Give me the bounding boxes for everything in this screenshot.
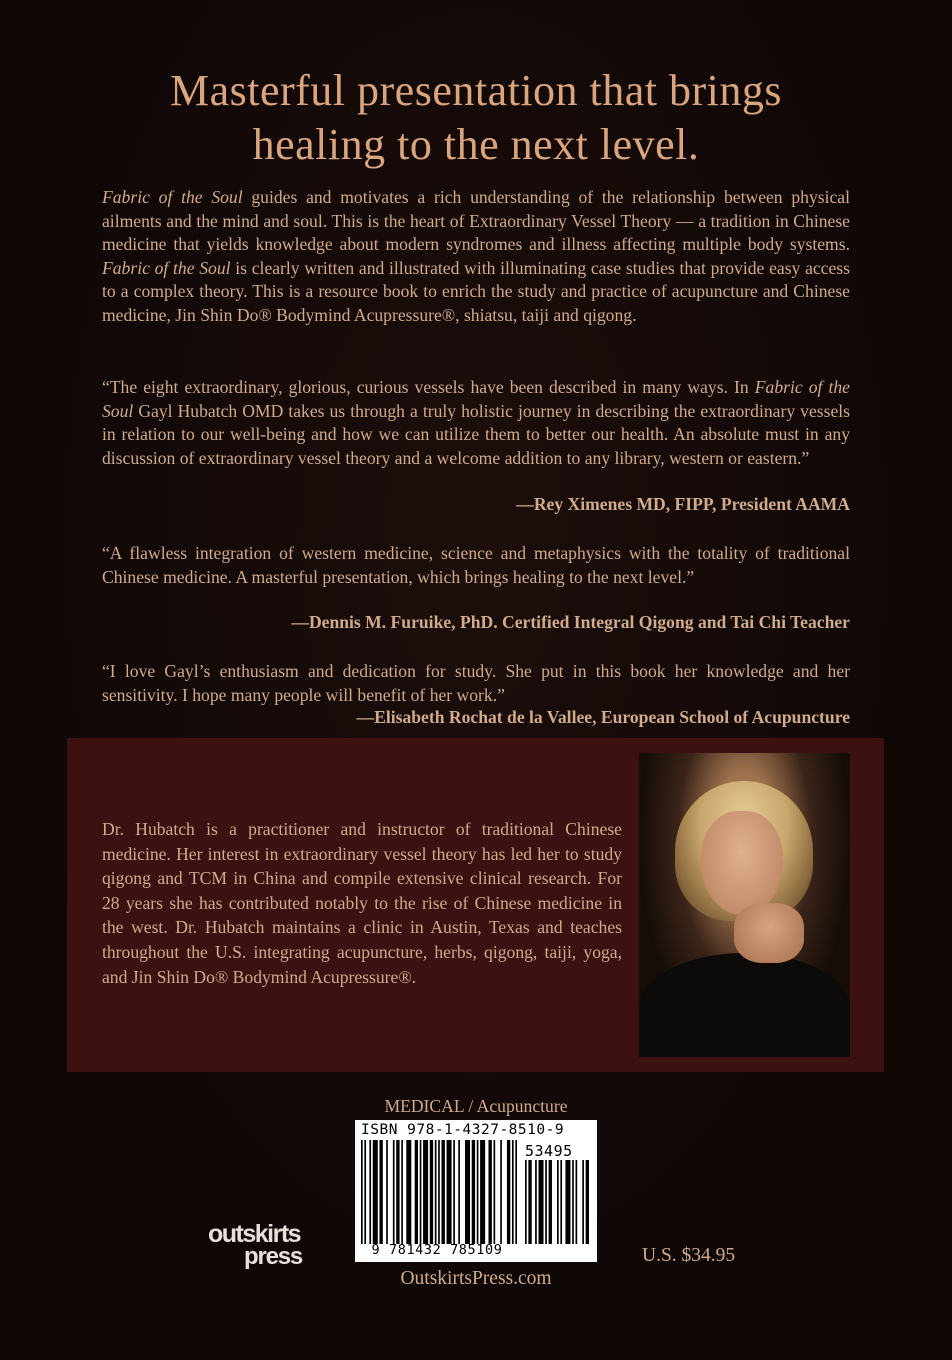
barcode-bar <box>512 1140 514 1244</box>
barcode-bar <box>477 1140 479 1244</box>
barcode-bar <box>369 1140 371 1244</box>
barcode-bar <box>572 1160 574 1244</box>
barcode-bar <box>447 1140 452 1244</box>
barcode-bar <box>386 1140 388 1244</box>
barcode-bar <box>500 1140 502 1244</box>
barcode-bar <box>435 1140 437 1244</box>
barcode-bar <box>465 1140 470 1244</box>
barcode-bar <box>396 1140 399 1244</box>
price-code: 53495 <box>525 1142 573 1160</box>
ean-digits: 9 781432 785109 <box>371 1242 503 1258</box>
publisher-url: OutskirtsPress.com <box>400 1268 552 1289</box>
barcode-bar <box>406 1140 411 1244</box>
book-title-1: Fabric of the Soul <box>102 187 243 207</box>
barcode-bar <box>458 1140 460 1244</box>
barcode-bar <box>373 1140 378 1244</box>
book-category: MEDICAL / Acupuncture <box>384 1096 568 1116</box>
barcode-bar <box>528 1160 531 1244</box>
endorsement-attribution-1: —Rey Ximenes MD, FIPP, President AAMA <box>516 494 850 514</box>
endorsement-quote-2: “A flawless integration of western medicine, science and metaphysics with the totality of traditional Chinese medicine. A masterful presentation, which brings healing to the next level.” <box>102 543 850 587</box>
barcode-bar <box>430 1140 433 1244</box>
barcode-bar <box>401 1140 403 1244</box>
barcode-bar <box>393 1140 395 1244</box>
book-title-2: Fabric of the Soul <box>102 257 231 278</box>
endorsement-quote-1 <box>102 376 850 470</box>
author-photo-body <box>639 953 850 1057</box>
isbn-number: ISBN 978-1-4327-8510-9 <box>361 1122 565 1138</box>
publisher-logo <box>208 1222 304 1268</box>
author-photo-hand <box>734 903 804 963</box>
endorsement-quote-3: “I love Gayl’s enthusiasm and dedication for study. She put in this book her knowledge and her sensitivity. I hope many people will benefit of her work.” <box>102 661 850 705</box>
author-bio-panel <box>67 738 884 1072</box>
quote-1-text-after: Gayl Hubatch OMD takes us through a truly holistic journey in describing the extraordinary vessels in relation to our well-being and how we can utilize them to better our health. An absolute must in any discussion of extraordinary vessel theory and a welcome addition to any library, western or eastern.” <box>102 400 850 468</box>
barcode-bar <box>565 1160 570 1244</box>
barcode-bar <box>423 1140 428 1244</box>
barcode-bar <box>525 1160 527 1244</box>
headline <box>60 64 892 172</box>
barcode-bar <box>535 1160 537 1244</box>
quote-1-book-title: Fabric of the Soul <box>102 377 850 421</box>
author-bio-text: Dr. Hubatch is a practitioner and instructor of traditional Chinese medicine. Her interest in extraordinary vessel theory has led her to study qigong and TCM in China and compile extensive clinical research. For 28 years she has contributed notably to the rise of Chinese medicine in the west. Dr. Hubatch maintains a clinic in Austin, Texas and teaches throughout the U.S. integrating acupuncture, herbs, qigong, taiji, yoga, and Jin Shin Do® Bodymind Acupressure®. <box>102 819 622 987</box>
barcode-bar <box>560 1160 562 1244</box>
barcode-bar <box>415 1140 418 1244</box>
author-photo-face <box>701 811 783 915</box>
barcode-bar <box>557 1160 559 1244</box>
barcode-bar <box>586 1160 589 1244</box>
endorsement-attribution-2: —Dennis M. Furuike, PhD. Certified Integral Qigong and Tai Chi Teacher <box>291 612 850 632</box>
barcode-bar <box>538 1160 543 1244</box>
endorsement-attribution-3: —Elisabeth Rochat de la Vallee, European School of Acupuncture <box>356 707 850 727</box>
barcode-bar <box>480 1140 485 1244</box>
author-photo <box>639 753 850 1057</box>
barcode-bar <box>379 1140 382 1244</box>
book-description <box>102 186 850 328</box>
barcode-bar <box>438 1140 440 1244</box>
quote-1-text-before: “The eight extraordinary, glorious, curious vessels have been described in many ways. In <box>102 377 755 397</box>
barcode-bar <box>545 1160 547 1244</box>
barcode-main-bars <box>361 1140 517 1244</box>
barcode-bar <box>507 1140 510 1244</box>
barcode-bar <box>442 1140 445 1244</box>
price: U.S. $34.95 <box>642 1245 736 1266</box>
barcode-bar <box>488 1140 491 1244</box>
headline-line-2: healing to the next level. <box>252 120 700 169</box>
headline-line-1: Masterful presentation that brings <box>169 66 783 115</box>
description-text-2: is clearly written and illustrated with illuminating case studies that provide easy access to a complex theory. This is a resource book to enrich the study and practice of acupuncture and Chinese medicine, Jin Shin Do® Bodymind Acupressure®, shiatsu, taiji and qigong. <box>102 257 850 325</box>
barcode-bar <box>576 1160 578 1244</box>
publisher-logo-line-1: outskirts <box>208 1220 301 1248</box>
barcode-bar <box>515 1140 517 1244</box>
description-text-1: guides and motivates a rich understanding of the relationship between physical ailments and the mind and soul. This is the heart of Extraordinary Vessel Theory — a tradition in Chinese medicine that yields knowledge about modern syndromes and illness affecting multiple body systems. <box>102 187 850 255</box>
barcode-bar <box>364 1140 366 1244</box>
isbn-barcode <box>355 1120 597 1262</box>
barcode-bar <box>420 1140 422 1244</box>
publisher-logo-line-2: press <box>244 1243 303 1270</box>
barcode-bar <box>549 1160 552 1244</box>
barcode-addon-bars <box>525 1160 589 1244</box>
barcode-bar <box>494 1140 496 1244</box>
barcode-bar <box>472 1140 475 1244</box>
barcode-bar <box>453 1140 455 1244</box>
barcode-bar <box>361 1140 363 1244</box>
barcode-bar <box>582 1160 584 1244</box>
